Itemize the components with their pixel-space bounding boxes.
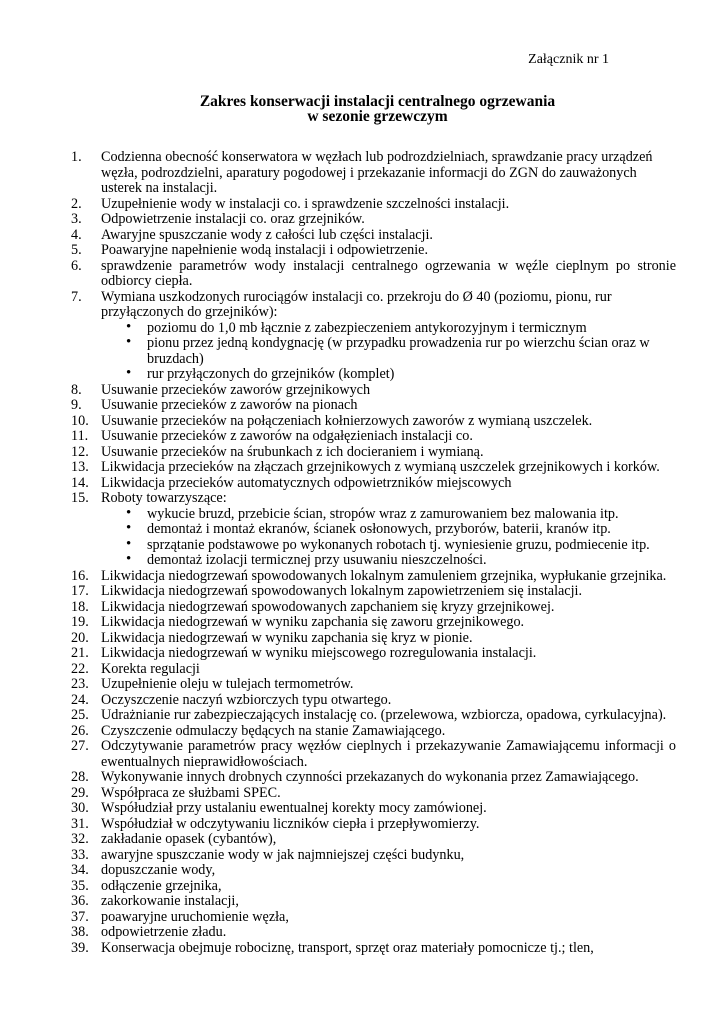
- list-item: [71, 863, 676, 879]
- sub-list-item: • wykucie bruzd, przebicie ścian, stropów wraz z zamurowaniem bez malowania itp.: [121, 507, 676, 523]
- item-number: 24.: [71, 691, 89, 708]
- item-text: Uzupełnienie wody w instalacji co. i sprawdzenie szczelności instalacji.: [101, 195, 510, 212]
- item-text: Uzupełnienie oleju w tulejach termometrów.: [101, 676, 354, 692]
- item-number: 34.: [71, 862, 89, 878]
- list-item: [71, 460, 676, 476]
- sub-list-item: • rur przyłączonych do grzejników (komplet): [121, 367, 676, 383]
- item-text: Codzienna obecność konserwatora w węzłach lub podrozdzielniach, sprawdzanie pracy urządzeń węzła, podrozdzielni, aparatury pogodowej i przekazanie informacji do ZGN do zauważonych usterek na instalacji.: [101, 149, 653, 196]
- item-text: dopuszczanie wody,: [101, 862, 216, 878]
- item-text: Likwidacja niedogrzewań w wyniku zapchania się kryz w pionie.: [101, 629, 473, 646]
- list-item: [71, 569, 676, 585]
- item-number: 3.: [71, 211, 82, 227]
- item-number: 7.: [71, 288, 82, 305]
- item-number: 31.: [71, 815, 89, 832]
- item-number: 8.: [71, 381, 82, 398]
- item-number: 16.: [71, 567, 89, 584]
- item-number: 6.: [71, 257, 82, 274]
- item-text: Likwidacja niedogrzewań spowodowanych lokalnym zamuleniem grzejnika, wypłukanie grzejnika.: [101, 567, 667, 584]
- item-text: Usuwanie przecieków zaworów grzejnikowych: [101, 381, 371, 398]
- list-item: [71, 941, 676, 957]
- list-item: [71, 476, 676, 492]
- list-item: [71, 801, 676, 817]
- item-text: zakładanie opasek (cybantów),: [101, 831, 277, 847]
- item-number: 4.: [71, 226, 82, 243]
- item-text: Awaryjne spuszczanie wody z całości lub części instalacji.: [101, 226, 433, 243]
- item-number: 27.: [71, 738, 89, 754]
- list-item: [71, 243, 676, 259]
- item-text: Odpowietrzenie instalacji co. oraz grzejników.: [101, 211, 365, 227]
- list-item: [71, 848, 676, 864]
- item-text: awaryjne spuszczanie wody w jak najmniejszej części budynku,: [101, 846, 465, 863]
- item-text: Usuwanie przecieków na śrubunkach z ich docieraniem i wymianą.: [101, 443, 484, 460]
- item-text: Odczytywanie parametrów pracy węzłów cieplnych i przekazywanie Zamawiającemu informacji o ewentualnych nieprawidłowościach.: [101, 738, 676, 770]
- sub-list-item: • sprzątanie podstawowe po wykonanych robotach tj. wyniesienie gruzu, podmiecenie itp.: [121, 538, 676, 554]
- item-text: odłączenie grzejnika,: [101, 877, 222, 894]
- item-text: poawaryjne uruchomienie węzła,: [101, 908, 289, 925]
- item-text: Udrażnianie rur zabezpieczających instalację co. (przelewowa, wzbiorcza, opadowa, cyrkulacyjna).: [101, 707, 667, 723]
- item-number: 13.: [71, 459, 89, 475]
- item-number: 39.: [71, 939, 89, 956]
- list-item: [71, 662, 676, 678]
- item-text: Wykonywanie innych drobnych czynności przekazanych do wykonania przez Zamawiającego.: [101, 769, 639, 785]
- title-line-2: w sezonie grzewczym: [307, 108, 448, 125]
- item-number: 33.: [71, 846, 89, 863]
- item-text: Oczyszczenie naczyń wzbiorczych typu otwartego.: [101, 691, 392, 708]
- item-number: 17.: [71, 583, 89, 599]
- list-item: [71, 429, 676, 445]
- list-item: [71, 910, 676, 926]
- attachment-label: Załącznik nr 1: [528, 52, 609, 67]
- item-number: 2.: [71, 195, 82, 212]
- item-number: 20.: [71, 629, 89, 646]
- item-number: 26.: [71, 722, 89, 739]
- list-item: [71, 584, 676, 600]
- item-text: Czyszczenie odmulaczy będących na stanie Zamawiającego.: [101, 722, 446, 739]
- item-text: Usuwanie przecieków na połączeniach kołnierzowych zaworów z wymianą uszczelek.: [101, 412, 593, 429]
- sub-list-item: • poziomu do 1,0 mb łącznie z zabezpieczeniem antykorozyjnym i termicznym: [121, 321, 676, 337]
- item-number: 36.: [71, 893, 89, 909]
- list-item: [71, 414, 676, 430]
- item-number: 29.: [71, 784, 89, 801]
- list-item: [71, 739, 676, 770]
- list-item: [71, 646, 676, 662]
- item-number: 18.: [71, 598, 89, 615]
- item-text: Likwidacja przecieków automatycznych odpowietrzników miejscowych: [101, 474, 512, 491]
- item-text: Usuwanie przecieków z zaworów na pionach: [101, 397, 358, 413]
- list-item: [71, 615, 676, 631]
- item-number: 35.: [71, 877, 89, 894]
- item-number: 32.: [71, 831, 89, 847]
- item-text: Roboty towarzyszące:: [101, 490, 227, 506]
- item-number: 21.: [71, 645, 89, 661]
- list-item: [71, 150, 676, 197]
- list-item: [71, 786, 676, 802]
- item-number: 15.: [71, 490, 89, 506]
- sub-list: [101, 507, 676, 569]
- item-text: odpowietrzenie zładu.: [101, 924, 227, 940]
- list-item: [71, 724, 676, 740]
- list-item: [71, 491, 676, 569]
- sub-list-item: • pionu przez jedną kondygnację (w przypadku prowadzenia rur po wierzchu ścian oraz w bruzdach): [121, 336, 676, 367]
- item-number: 11.: [71, 428, 89, 444]
- list-item: [71, 259, 676, 290]
- list-item: [71, 212, 676, 228]
- item-number: 22.: [71, 660, 89, 677]
- item-number: 5.: [71, 242, 82, 258]
- item-text: Poawaryjne napełnienie wodą instalacji i odpowietrzenie.: [101, 242, 428, 258]
- list-item: [71, 677, 676, 693]
- sub-list-item: • demontaż i montaż ekranów, ścianek osłonowych, przyborów, baterii, kranów itp.: [121, 522, 676, 538]
- scope-list: [71, 150, 676, 956]
- list-item: [71, 290, 676, 383]
- list-item: [71, 832, 676, 848]
- item-text: sprawdzenie parametrów wody instalacji centralnego ogrzewania w węźle cieplnym po stronie odbiorcy ciepła.: [101, 257, 676, 289]
- item-number: 30.: [71, 800, 89, 816]
- list-item: [71, 894, 676, 910]
- list-item: [71, 708, 676, 724]
- item-text: zakorkowanie instalacji,: [101, 893, 239, 909]
- item-text: Wymiana uszkodzonych rurociągów instalacji co. przekroju do Ø 40 (poziomu, pionu, rur przyłączonych do grzejników):: [101, 288, 612, 320]
- item-text: Korekta regulacji: [101, 660, 200, 677]
- list-item: [71, 817, 676, 833]
- item-number: 28.: [71, 769, 89, 785]
- item-text: Likwidacja przecieków na złączach grzejnikowych z wymianą uszczelek grzejnikowych i korków.: [101, 459, 660, 475]
- list-item: [71, 228, 676, 244]
- item-text: Likwidacja niedogrzewań w wyniku miejscowego rozregulowania instalacji.: [101, 645, 537, 661]
- item-number: 12.: [71, 443, 89, 460]
- item-number: 14.: [71, 474, 89, 491]
- list-item: [71, 445, 676, 461]
- list-item: [71, 383, 676, 399]
- item-text: Likwidacja niedogrzewań spowodowanych lokalnym zapowietrzeniem się instalacji.: [101, 583, 583, 599]
- item-text: Usuwanie przecieków z zaworów na odgałęzieniach instalacji co.: [101, 428, 473, 444]
- sub-list: [101, 321, 676, 383]
- document-title: [0, 94, 725, 124]
- list-item: [71, 770, 676, 786]
- item-text: Współudział w odczytywaniu liczników ciepła i przepływomierzy.: [101, 815, 480, 832]
- list-item: [71, 631, 676, 647]
- item-number: 9.: [71, 397, 82, 413]
- item-number: 37.: [71, 908, 89, 925]
- list-item: [71, 398, 676, 414]
- item-text: Współpraca ze służbami SPEC.: [101, 784, 281, 801]
- item-text: Konserwacja obejmuje robociznę, transport, sprzęt oraz materiały pomocnicze tj.; tlen,: [101, 939, 594, 956]
- item-number: 19.: [71, 614, 89, 630]
- list-item: [71, 925, 676, 941]
- list-item: [71, 879, 676, 895]
- list-item: [71, 693, 676, 709]
- item-text: Likwidacja niedogrzewań w wyniku zapchania się zaworu grzejnikowego.: [101, 614, 525, 630]
- item-number: 25.: [71, 707, 89, 723]
- item-number: 23.: [71, 676, 89, 692]
- sub-list-item: • demontaż izolacji termicznej przy usuwaniu nieszczelności.: [121, 553, 676, 569]
- list-item: [71, 197, 676, 213]
- item-number: 10.: [71, 412, 89, 429]
- item-text: Likwidacja niedogrzewań spowodowanych zapchaniem się kryzy grzejnikowej.: [101, 598, 555, 615]
- item-number: 38.: [71, 924, 89, 940]
- item-text: Współudział przy ustalaniu ewentualnej korekty mocy zamówionej.: [101, 800, 487, 816]
- list-item: [71, 600, 676, 616]
- title-line-1: Zakres konserwacji instalacji centralnego ogrzewania: [199, 93, 556, 110]
- item-number: 1.: [71, 149, 82, 165]
